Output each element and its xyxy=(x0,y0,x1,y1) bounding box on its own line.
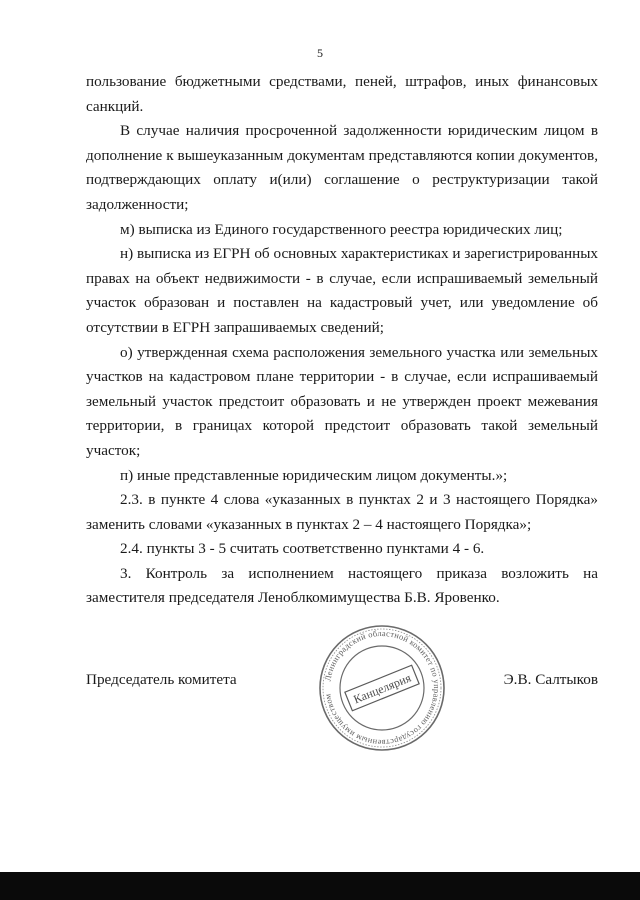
paragraph-item-p: п) иные представленные юридическим лицом документы.»; xyxy=(120,466,508,484)
paragraph-3-control: 3. Контроль за исполнением настоящего приказа возложить на заместителя председателя Леноблкомимущества Б.В. Яровенко. xyxy=(86,564,598,607)
paragraph-continuation: пользование бюджетными средствами, пеней, штрафов, иных финансовых санкций. xyxy=(86,73,598,115)
stamp-ring-text: Ленинградский областной комитет по управлению государственным имуществом xyxy=(323,628,442,748)
stamp-center-text: Канцелярия xyxy=(351,670,413,707)
paragraph-item-m: м) выписка из Единого государственного реестра юридических лиц; xyxy=(120,220,563,238)
paragraph-item-o: о) утвержденная схема расположения земельного участка или земельных участков на кадастровом плане территории - в случае, если испрашиваемый земельный участок предстоит образовать и не утвержден проект межевания территории, в границах которой предстоит образовать такой земельный участок; xyxy=(86,343,598,459)
document-body xyxy=(86,70,598,611)
scan-bottom-border xyxy=(0,872,640,900)
paragraph-debt-note: В случае наличия просроченной задолженности юридическим лицом в дополнение к вышеуказанным документам представляются копии документов, подтверждающих оплату и(или) соглашение о реструктуризации такой задолженности; xyxy=(86,122,598,213)
paragraph-2-4: 2.4. пункты 3 - 5 считать соответственно пунктами 4 - 6. xyxy=(120,540,485,558)
page-number: 5 xyxy=(317,46,323,60)
paragraph-2-3: 2.3. в пункте 4 слова «указанных в пунктах 2 и 3 настоящего Порядка» заменить словами «указанных в пунктах 2 – 4 настоящего Порядка»; xyxy=(86,491,598,533)
official-stamp xyxy=(316,622,448,754)
signatory-role: Председатель комитета xyxy=(86,671,237,688)
signatory-name: Э.В. Салтыков xyxy=(503,671,598,688)
paragraph-item-n: н) выписка из ЕГРН об основных характеристиках и зарегистрированных правах на объект недвижимости - в случае, если испрашиваемый земельный участок образован и поставлен на кадастровый учет, или уведомление об отсутствии в ЕГРН запрашиваемых сведений; xyxy=(86,245,598,336)
